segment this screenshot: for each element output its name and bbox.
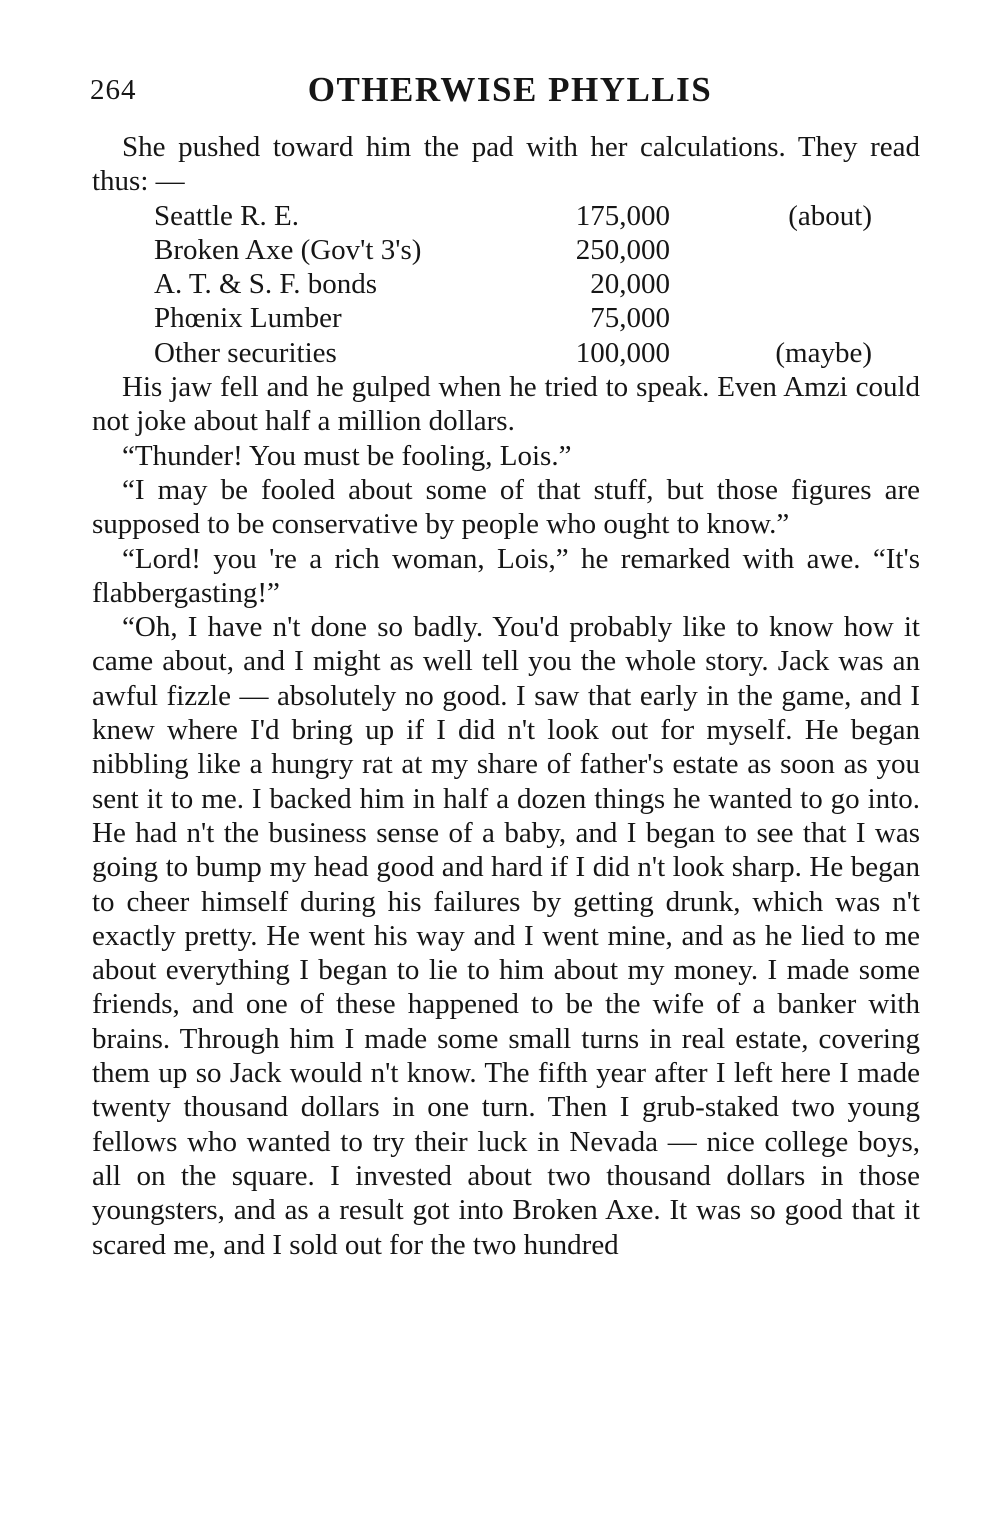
ledger-item-name: Other securities xyxy=(154,336,337,369)
running-title: OTHERWISE PHYLLIS xyxy=(307,70,713,109)
paragraph: “I may be fooled about some of that stuff, but those figures are supposed to be conservative by people who ought to know.” xyxy=(92,473,920,541)
ledger-item-amount: 75,000 xyxy=(590,302,670,335)
ledger-item-amount: 250,000 xyxy=(575,233,670,266)
paragraph: She pushed toward him the pad with her calculations. They read thus: — xyxy=(92,131,920,198)
ledger-item-amount: 100,000 xyxy=(575,336,670,369)
paragraph: His jaw fell and he gulped when he tried to speak. Even Amzi could not joke about half a million dollars. xyxy=(92,371,920,438)
page-header xyxy=(90,70,930,114)
ledger-row xyxy=(92,267,920,301)
ledger-row xyxy=(92,301,920,335)
paragraph: “Thunder! You must be fooling, Lois.” xyxy=(122,439,572,472)
body-text xyxy=(92,130,920,1262)
paragraph: “Oh, I have n't done so badly. You'd probably like to know how it came about, and I might as well tell you the whole story. Jack was an awful fizzle — absolutely no good. I saw that early in the game, and I knew where I'd bring up if I did n't look out for myself. He began nibbling like a hungry rat at my share of father's estate as soon as you sent it to me. I backed him in half a dozen things he wanted to go into. He had n't the business sense of a baby, and I began to see that I was going to bump my head good and hard if I did n't look sharp. He began to cheer himself during his failures by getting drunk, which was n't exactly pretty. He went his way and I went mine, and as he lied to me about everything I began to lie to him about my money. I made some friends, and one of these happened to be the wife of a banker with brains. Through him I made some small turns in real estate, covering them up so Jack would n't know. The fifth year after I left here I made twenty thousand dollars in one turn. Then I grub-staked two young fellows who wanted to try their luck in Nevada — nice college boys, all on the square. I invested about two thousand dollars in those youngsters, and as a result got into Broken Axe. It was so good that it scared me, and I sold out for the two hundred xyxy=(92,611,920,1261)
ledger-row xyxy=(92,336,920,370)
ledger-row xyxy=(92,233,920,267)
page-number: 264 xyxy=(90,74,137,106)
ledger-item-note: (about) xyxy=(788,199,872,232)
calculations-list xyxy=(92,199,920,370)
ledger-item-amount: 20,000 xyxy=(590,268,670,301)
ledger-item-name: A. T. & S. F. bonds xyxy=(154,268,378,301)
ledger-item-name: Broken Axe (Gov't 3's) xyxy=(154,233,422,266)
ledger-row xyxy=(92,199,920,233)
ledger-item-name: Phœnix Lumber xyxy=(154,302,342,335)
ledger-item-name: Seattle R. E. xyxy=(154,199,299,232)
ledger-item-amount: 175,000 xyxy=(575,199,670,232)
paragraph: “Lord! you 're a rich woman, Lois,” he remarked with awe. “It's flabbergasting!” xyxy=(92,542,920,609)
ledger-item-note: (maybe) xyxy=(775,336,872,369)
